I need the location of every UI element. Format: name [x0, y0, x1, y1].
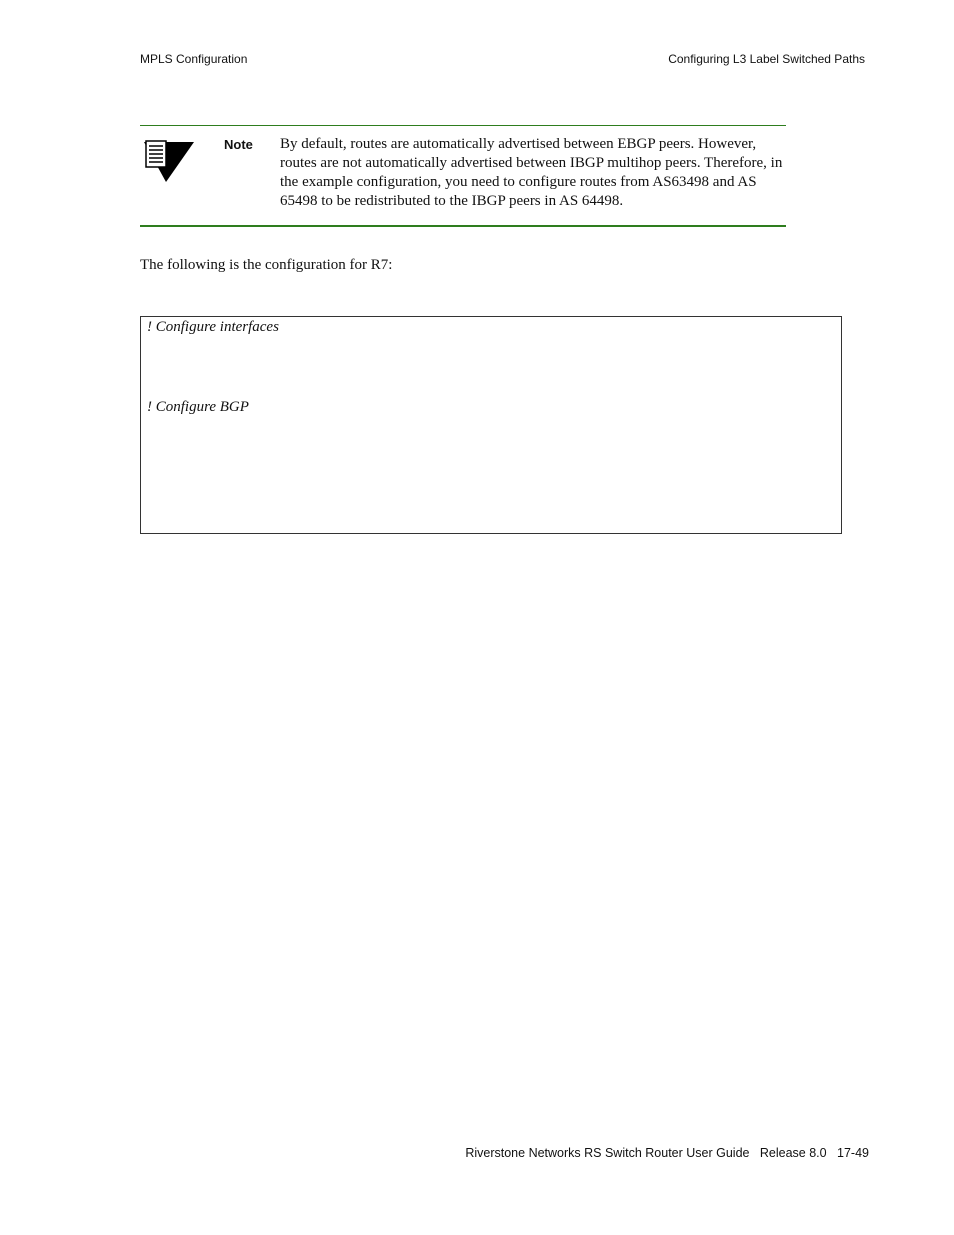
note-bottom-rule	[140, 225, 786, 227]
running-header-right: Configuring L3 Label Switched Paths	[668, 52, 865, 66]
running-header-left: MPLS Configuration	[140, 52, 248, 66]
intro-paragraph: The following is the configuration for R7:	[140, 257, 393, 273]
note-top-rule	[140, 125, 786, 126]
page-footer: Riverstone Networks RS Switch Router User Guide Release 8.0 17-49	[465, 1146, 869, 1160]
config-comment-bgp: ! Configure BGP	[147, 399, 249, 415]
note-label: Note	[224, 137, 253, 152]
config-code-box	[140, 316, 842, 534]
note-text: By default, routes are automatically advertised between EBGP peers. However, routes are not automatically advertised between IBGP multihop peers. Therefore, in the example configuration, you need to configure routes from AS63498 and AS 65498 to be redistributed to the IBGP peers in AS 64498.	[280, 136, 783, 209]
note-icon	[142, 139, 196, 183]
config-comment-interfaces: ! Configure interfaces	[147, 319, 279, 335]
